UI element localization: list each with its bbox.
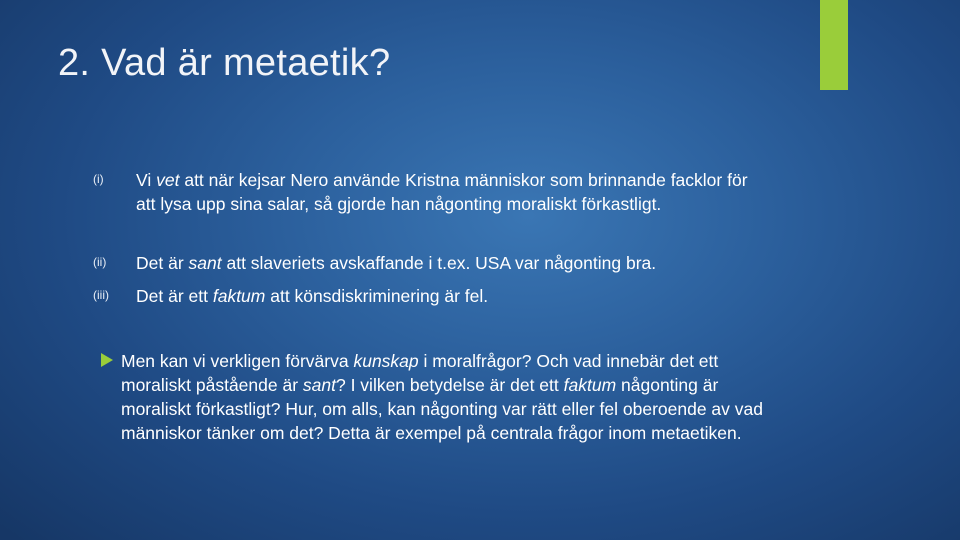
item-text-part: att slaveriets avskaffande i t.ex. USA var någonting bra.: [221, 253, 657, 273]
item-text-part: Vi: [136, 170, 157, 190]
item-text: [136, 284, 756, 308]
paragraph-part: i moralfrågor? Och vad innebär det ett moraliskt påstående är: [121, 351, 719, 395]
paragraph-part: Men kan vi verkligen förvärva: [121, 351, 354, 371]
triangle-bullet-icon: [101, 353, 113, 367]
item-marker: (i): [93, 172, 104, 186]
item-text: [136, 168, 756, 216]
item-text-emphasis: sant: [188, 253, 222, 273]
item-marker: (iii): [93, 288, 109, 302]
item-text-part: Det är: [136, 253, 189, 273]
paragraph-part: någonting är moraliskt förkastligt? Hur, om alls, kan någonting var rätt eller fel oberoende av vad människor tänker om det? Detta är exempel på centrala frågor inom metaetiken.: [121, 375, 763, 443]
paragraph-emphasis: faktum: [563, 375, 617, 395]
item-text-part: att när kejsar Nero använde Kristna människor som brinnande facklor för att lysa upp sina salar, så gjorde han någonting moraliskt förkastligt.: [136, 170, 748, 214]
item-text: [136, 251, 756, 275]
item-text-emphasis: faktum: [212, 286, 266, 306]
item-text-part: Det är ett: [136, 286, 213, 306]
accent-bar: [820, 0, 848, 90]
paragraph-emphasis: sant: [302, 375, 336, 395]
item-text-emphasis: vet: [156, 170, 180, 190]
paragraph-part: ? I vilken betydelse är det ett: [335, 375, 564, 395]
bullet-paragraph: [121, 349, 786, 445]
paragraph-emphasis: kunskap: [353, 351, 419, 371]
slide-title: 2. Vad är metaetik?: [58, 42, 391, 84]
item-marker: (ii): [93, 255, 107, 269]
item-text-part: att könsdiskriminering är fel.: [265, 286, 489, 306]
